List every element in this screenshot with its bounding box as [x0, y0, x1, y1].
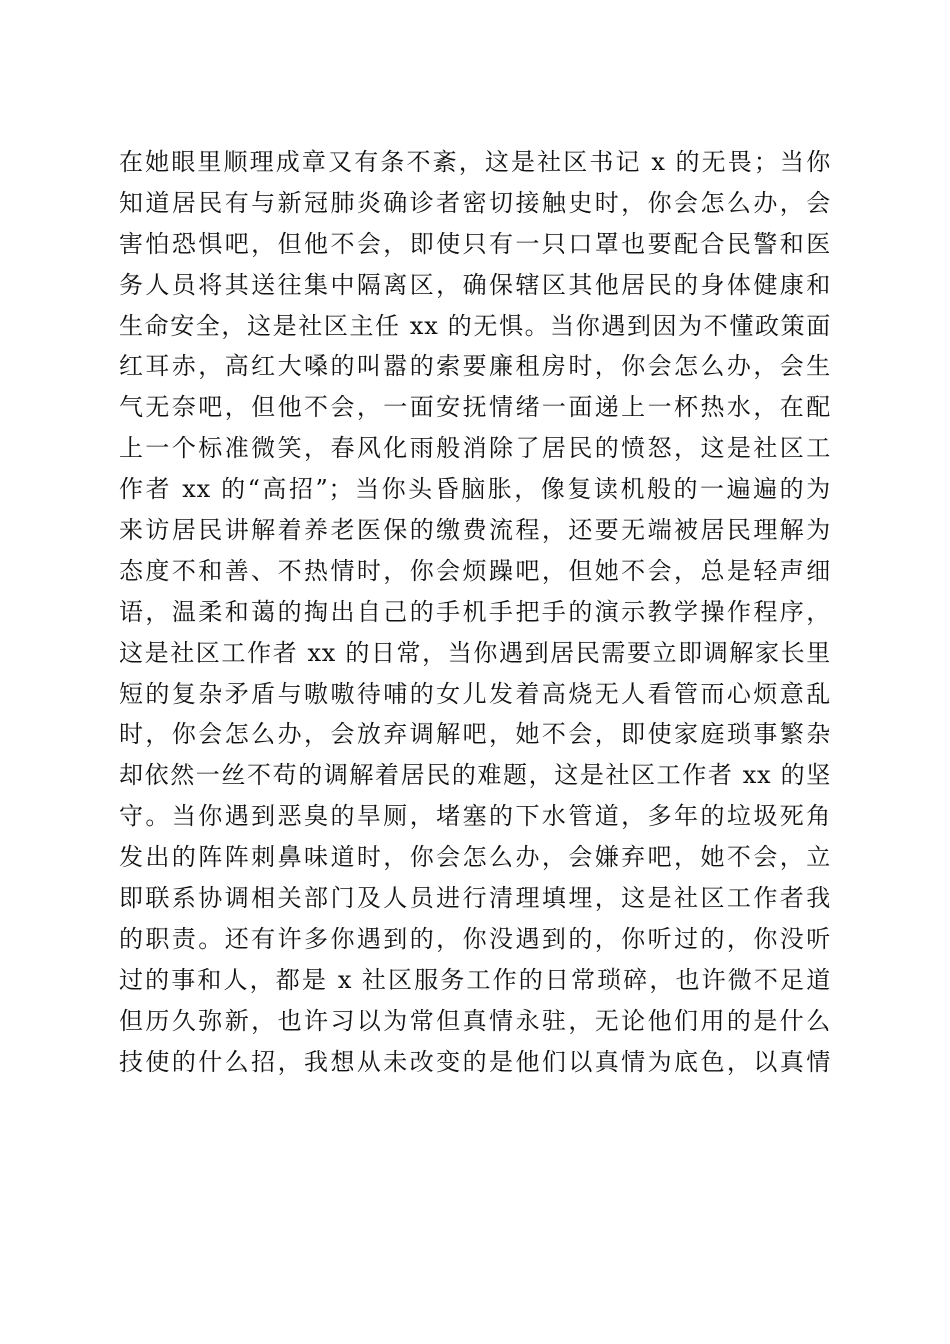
- body-text: [119, 142, 831, 1082]
- text-line: 上一个标准微笑，春风化雨般消除了居民的愤怒，这是社区工: [119, 434, 831, 463]
- text-line: 红耳赤，高红大嗓的叫嚣的索要廉租房时，你会怎么办，会生: [119, 352, 831, 381]
- text-line: 技使的什么招，我想从未改变的是他们以真情为底色，以真情: [119, 1047, 831, 1076]
- text-line: 时，你会怎么办，会放弃调解吧，她不会，即使家庭琐事繁杂: [119, 720, 831, 749]
- text-line: 害怕恐惧吧，但他不会，即使只有一只口罩也要配合民警和医: [119, 229, 831, 258]
- text-line: 但历久弥新，也许习以为常但真情永驻，无论他们用的是什么: [119, 1006, 831, 1035]
- text-line: 气无奈吧，但他不会，一面安抚情绪一面递上一杯热水，在配: [119, 393, 831, 422]
- text-line: 这是社区工作者 xx 的日常，当你遇到居民需要立即调解家长里: [119, 638, 831, 667]
- text-line: 知道居民有与新冠肺炎确诊者密切接触史时，你会怎么办，会: [119, 188, 831, 217]
- text-line: 态度不和善、不热情时，你会烦躁吧，但她不会，总是轻声细: [119, 556, 831, 585]
- text-line: 发出的阵阵刺鼻味道时，你会怎么办，会嫌弃吧，她不会，立: [119, 843, 831, 872]
- text-line: 在她眼里顺理成章又有条不紊，这是社区书记 x 的无畏；当你: [119, 148, 831, 176]
- text-line: 作者 xx 的“高招”；当你头昏脑胀，像复读机般的一遍遍的为: [119, 475, 831, 504]
- text-line: 即联系协调相关部门及人员进行清理填埋，这是社区工作者我: [119, 884, 831, 913]
- text-line: 过的事和人，都是 x 社区服务工作的日常琐碎，也许微不足道: [119, 965, 831, 994]
- text-line: 短的复杂矛盾与嗷嗷待哺的女儿发着高烧无人看管而心烦意乱: [119, 679, 831, 708]
- text-line: 的职责。还有许多你遇到的，你没遇到的，你听过的，你没听: [119, 924, 831, 953]
- text-line: 守。当你遇到恶臭的旱厕，堵塞的下水管道，多年的垃圾死角: [119, 802, 831, 831]
- text-line: 语，温柔和蔼的掏出自己的手机手把手的演示教学操作程序，: [119, 597, 831, 626]
- text-line: 务人员将其送往集中隔离区，确保辖区其他居民的身体健康和: [119, 270, 831, 299]
- text-line: 来访居民讲解着养老医保的缴费流程，还要无端被居民理解为: [119, 516, 831, 545]
- text-line: 却依然一丝不苟的调解着居民的难题，这是社区工作者 xx 的坚: [119, 761, 831, 790]
- text-line: 生命安全，这是社区主任 xx 的无惧。当你遇到因为不懂政策面: [119, 311, 831, 340]
